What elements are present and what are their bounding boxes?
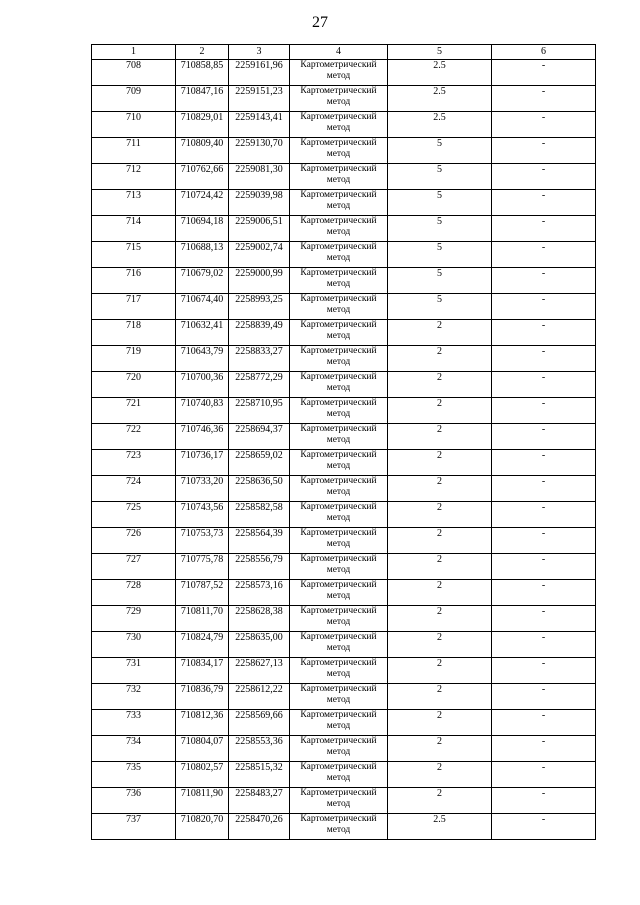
x-coordinate-cell: 710753,73 [176,528,229,554]
method-cell [290,814,388,840]
table-row [92,762,596,788]
column-header-3: 3 [229,45,290,60]
method-line-2: метод [326,799,351,809]
description-cell: - [492,320,596,346]
description-cell: - [492,164,596,190]
method-line-1: Картометрический [300,190,377,200]
table-row [92,372,596,398]
y-coordinate-cell: 2258636,50 [229,476,290,502]
point-number-cell: 718 [92,320,176,346]
table-row [92,684,596,710]
point-number-cell: 731 [92,658,176,684]
method-line-1: Картометрический [300,502,377,512]
x-coordinate-cell: 710858,85 [176,60,229,86]
y-coordinate-cell: 2258628,38 [229,606,290,632]
point-number-cell: 735 [92,762,176,788]
method-line-1: Картометрический [300,320,377,330]
table-row [92,138,596,164]
point-number-cell: 730 [92,632,176,658]
method-cell [290,736,388,762]
method-line-1: Картометрический [300,268,377,278]
method-cell [290,632,388,658]
point-number-cell: 727 [92,554,176,580]
method-line-1: Картометрический [300,164,377,174]
method-cell [290,502,388,528]
precision-cell: 2 [388,476,492,502]
table-row [92,450,596,476]
method-cell [290,138,388,164]
method-cell [290,554,388,580]
method-cell [290,762,388,788]
method-line-1: Картометрический [300,788,377,798]
x-coordinate-cell: 710746,36 [176,424,229,450]
point-number-cell: 726 [92,528,176,554]
y-coordinate-cell: 2258470,26 [229,814,290,840]
point-number-cell: 721 [92,398,176,424]
method-cell [290,60,388,86]
method-line-1: Картометрический [300,814,377,824]
precision-cell: 2.5 [388,112,492,138]
table-header-row [92,45,596,60]
table-row [92,476,596,502]
description-cell: - [492,736,596,762]
table-row [92,788,596,814]
x-coordinate-cell: 710679,02 [176,268,229,294]
y-coordinate-cell: 2259002,74 [229,242,290,268]
table-row [92,580,596,606]
description-cell: - [492,424,596,450]
point-number-cell: 734 [92,736,176,762]
point-number-cell: 724 [92,476,176,502]
method-line-1: Картометрический [300,528,377,538]
x-coordinate-cell: 710674,40 [176,294,229,320]
point-number-cell: 736 [92,788,176,814]
method-cell [290,216,388,242]
x-coordinate-cell: 710802,57 [176,762,229,788]
precision-cell: 5 [388,138,492,164]
precision-cell: 2.5 [388,86,492,112]
table-row [92,60,596,86]
method-line-2: метод [326,331,351,341]
method-cell [290,164,388,190]
table-row [92,164,596,190]
precision-cell: 2 [388,632,492,658]
method-line-2: метод [326,357,351,367]
method-cell [290,346,388,372]
point-number-cell: 719 [92,346,176,372]
method-line-1: Картометрический [300,294,377,304]
table-row [92,736,596,762]
y-coordinate-cell: 2258582,58 [229,502,290,528]
method-line-2: метод [326,565,351,575]
table-row [92,320,596,346]
method-cell [290,476,388,502]
method-line-2: метод [326,747,351,757]
table-row [92,814,596,840]
y-coordinate-cell: 2258612,22 [229,684,290,710]
method-line-2: метод [326,97,351,107]
precision-cell: 5 [388,294,492,320]
description-cell: - [492,346,596,372]
precision-cell: 2 [388,424,492,450]
method-line-2: метод [326,669,351,679]
table-row [92,658,596,684]
method-line-2: метод [326,773,351,783]
precision-cell: 2 [388,606,492,632]
x-coordinate-cell: 710724,42 [176,190,229,216]
point-number-cell: 710 [92,112,176,138]
method-line-2: метод [326,305,351,315]
description-cell: - [492,138,596,164]
method-line-1: Картометрический [300,242,377,252]
y-coordinate-cell: 2258553,36 [229,736,290,762]
precision-cell: 2 [388,502,492,528]
method-cell [290,190,388,216]
table-row [92,294,596,320]
description-cell: - [492,762,596,788]
x-coordinate-cell: 710775,78 [176,554,229,580]
method-line-2: метод [326,149,351,159]
y-coordinate-cell: 2258515,32 [229,762,290,788]
x-coordinate-cell: 710820,70 [176,814,229,840]
y-coordinate-cell: 2258694,37 [229,424,290,450]
description-cell: - [492,398,596,424]
method-line-1: Картометрический [300,762,377,772]
page-number: 27 [312,14,328,31]
method-cell [290,424,388,450]
table-row [92,398,596,424]
point-number-cell: 725 [92,502,176,528]
method-line-1: Картометрический [300,476,377,486]
precision-cell: 5 [388,216,492,242]
y-coordinate-cell: 2259081,30 [229,164,290,190]
y-coordinate-cell: 2258569,66 [229,710,290,736]
description-cell: - [492,580,596,606]
precision-cell: 2 [388,710,492,736]
point-number-cell: 714 [92,216,176,242]
y-coordinate-cell: 2258710,95 [229,398,290,424]
x-coordinate-cell: 710834,17 [176,658,229,684]
method-line-1: Картометрический [300,138,377,148]
method-line-1: Картометрический [300,450,377,460]
method-line-1: Картометрический [300,60,377,70]
method-line-2: метод [326,643,351,653]
method-line-2: метод [326,721,351,731]
method-line-2: метод [326,461,351,471]
point-number-cell: 729 [92,606,176,632]
table-row [92,346,596,372]
description-cell: - [492,112,596,138]
method-line-1: Картометрический [300,632,377,642]
x-coordinate-cell: 710829,01 [176,112,229,138]
y-coordinate-cell: 2258483,27 [229,788,290,814]
method-line-2: метод [326,279,351,289]
precision-cell: 2 [388,372,492,398]
method-line-2: метод [326,383,351,393]
description-cell: - [492,450,596,476]
precision-cell: 2 [388,762,492,788]
precision-cell: 2 [388,554,492,580]
x-coordinate-cell: 710812,36 [176,710,229,736]
point-number-cell: 712 [92,164,176,190]
method-cell [290,788,388,814]
method-line-2: метод [326,227,351,237]
table-body [92,60,596,840]
table-row [92,606,596,632]
table-row [92,632,596,658]
method-cell [290,710,388,736]
column-header-5: 5 [388,45,492,60]
method-line-2: метод [326,825,351,835]
precision-cell: 2.5 [388,60,492,86]
y-coordinate-cell: 2258993,25 [229,294,290,320]
x-coordinate-cell: 710736,17 [176,450,229,476]
table-row [92,528,596,554]
precision-cell: 2 [388,684,492,710]
x-coordinate-cell: 710740,83 [176,398,229,424]
y-coordinate-cell: 2259006,51 [229,216,290,242]
precision-cell: 5 [388,268,492,294]
method-line-1: Картометрический [300,684,377,694]
x-coordinate-cell: 710762,66 [176,164,229,190]
description-cell: - [492,814,596,840]
y-coordinate-cell: 2258635,00 [229,632,290,658]
method-line-1: Картометрический [300,424,377,434]
precision-cell: 2 [388,346,492,372]
point-number-cell: 722 [92,424,176,450]
point-number-cell: 708 [92,60,176,86]
description-cell: - [492,216,596,242]
x-coordinate-cell: 710700,36 [176,372,229,398]
x-coordinate-cell: 710743,56 [176,502,229,528]
point-number-cell: 711 [92,138,176,164]
precision-cell: 2 [388,580,492,606]
method-line-2: метод [326,175,351,185]
description-cell: - [492,658,596,684]
precision-cell: 2 [388,450,492,476]
method-cell [290,372,388,398]
column-header-6: 6 [492,45,596,60]
table-row [92,554,596,580]
table-row [92,502,596,528]
x-coordinate-cell: 710787,52 [176,580,229,606]
method-line-1: Картометрический [300,398,377,408]
x-coordinate-cell: 710688,13 [176,242,229,268]
method-line-1: Картометрический [300,216,377,226]
precision-cell: 2.5 [388,814,492,840]
method-line-2: метод [326,487,351,497]
x-coordinate-cell: 710694,18 [176,216,229,242]
table-row [92,242,596,268]
method-line-1: Картометрический [300,112,377,122]
x-coordinate-cell: 710643,79 [176,346,229,372]
description-cell: - [492,528,596,554]
description-cell: - [492,606,596,632]
method-line-2: метод [326,513,351,523]
y-coordinate-cell: 2259000,99 [229,268,290,294]
method-cell [290,606,388,632]
y-coordinate-cell: 2258839,49 [229,320,290,346]
description-cell: - [492,788,596,814]
precision-cell: 2 [388,658,492,684]
method-cell [290,684,388,710]
table-row [92,190,596,216]
method-line-2: метод [326,409,351,419]
method-line-2: метод [326,695,351,705]
y-coordinate-cell: 2258627,13 [229,658,290,684]
precision-cell: 5 [388,242,492,268]
point-number-cell: 709 [92,86,176,112]
y-coordinate-cell: 2258772,29 [229,372,290,398]
description-cell: - [492,554,596,580]
method-cell [290,294,388,320]
description-cell: - [492,60,596,86]
y-coordinate-cell: 2258659,02 [229,450,290,476]
method-cell [290,86,388,112]
method-line-1: Картометрический [300,710,377,720]
point-number-cell: 716 [92,268,176,294]
method-line-2: метод [326,617,351,627]
point-number-cell: 723 [92,450,176,476]
point-number-cell: 720 [92,372,176,398]
point-number-cell: 717 [92,294,176,320]
description-cell: - [492,242,596,268]
method-cell [290,268,388,294]
x-coordinate-cell: 710847,16 [176,86,229,112]
description-cell: - [492,476,596,502]
column-header-2: 2 [176,45,229,60]
x-coordinate-cell: 710811,70 [176,606,229,632]
table-row [92,710,596,736]
precision-cell: 5 [388,164,492,190]
method-line-2: метод [326,123,351,133]
method-line-2: метод [326,201,351,211]
precision-cell: 5 [388,190,492,216]
y-coordinate-cell: 2259130,70 [229,138,290,164]
description-cell: - [492,86,596,112]
method-cell [290,242,388,268]
description-cell: - [492,710,596,736]
precision-cell: 2 [388,788,492,814]
method-line-1: Картометрический [300,736,377,746]
method-line-1: Картометрический [300,86,377,96]
description-cell: - [492,294,596,320]
x-coordinate-cell: 710811,90 [176,788,229,814]
y-coordinate-cell: 2258573,16 [229,580,290,606]
table-row [92,86,596,112]
table-row [92,216,596,242]
method-line-1: Картометрический [300,346,377,356]
point-number-cell: 715 [92,242,176,268]
method-line-2: метод [326,71,351,81]
description-cell: - [492,190,596,216]
point-number-cell: 728 [92,580,176,606]
method-line-1: Картометрический [300,606,377,616]
y-coordinate-cell: 2259039,98 [229,190,290,216]
method-cell [290,658,388,684]
method-cell [290,398,388,424]
y-coordinate-cell: 2259151,23 [229,86,290,112]
x-coordinate-cell: 710804,07 [176,736,229,762]
y-coordinate-cell: 2259161,96 [229,60,290,86]
y-coordinate-cell: 2258564,39 [229,528,290,554]
description-cell: - [492,372,596,398]
x-coordinate-cell: 710836,79 [176,684,229,710]
method-cell [290,580,388,606]
y-coordinate-cell: 2258833,27 [229,346,290,372]
table-row [92,112,596,138]
precision-cell: 2 [388,320,492,346]
method-line-2: метод [326,539,351,549]
method-line-2: метод [326,435,351,445]
method-cell [290,450,388,476]
method-cell [290,528,388,554]
method-cell [290,112,388,138]
table-row [92,268,596,294]
x-coordinate-cell: 710824,79 [176,632,229,658]
column-header-4: 4 [290,45,388,60]
method-line-1: Картометрический [300,372,377,382]
method-line-1: Картометрический [300,580,377,590]
point-number-cell: 713 [92,190,176,216]
x-coordinate-cell: 710809,40 [176,138,229,164]
point-number-cell: 737 [92,814,176,840]
table-row [92,424,596,450]
point-number-cell: 733 [92,710,176,736]
precision-cell: 2 [388,736,492,762]
description-cell: - [492,268,596,294]
description-cell: - [492,502,596,528]
method-line-2: метод [326,591,351,601]
x-coordinate-cell: 710632,41 [176,320,229,346]
precision-cell: 2 [388,398,492,424]
method-line-1: Картометрический [300,658,377,668]
point-number-cell: 732 [92,684,176,710]
method-line-1: Картометрический [300,554,377,564]
description-cell: - [492,632,596,658]
method-line-2: метод [326,253,351,263]
method-cell [290,320,388,346]
x-coordinate-cell: 710733,20 [176,476,229,502]
precision-cell: 2 [388,528,492,554]
column-header-1: 1 [92,45,176,60]
y-coordinate-cell: 2259143,41 [229,112,290,138]
description-cell: - [492,684,596,710]
y-coordinate-cell: 2258556,79 [229,554,290,580]
coordinates-table [91,44,596,840]
